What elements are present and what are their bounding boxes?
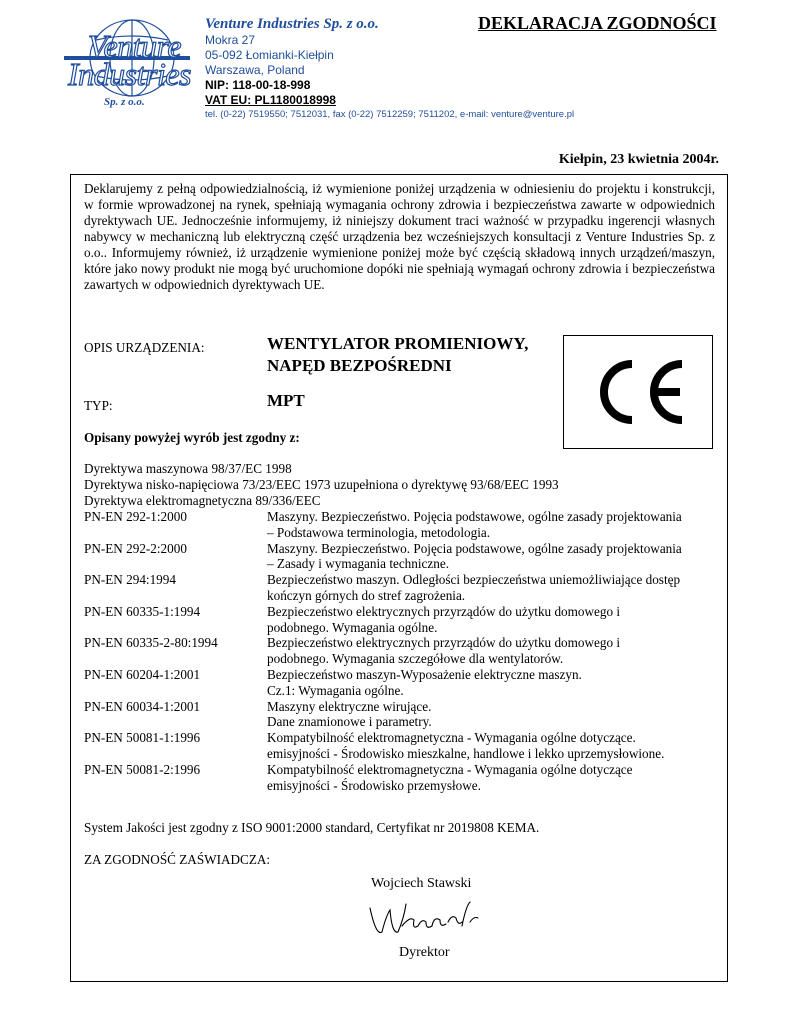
standard-row [84,762,724,794]
company-nip: NIP: 118-00-18-998 [205,78,311,92]
standard-code: PN-EN 60034-1:2001 [84,698,201,714]
product-type-value: MPT [267,391,305,410]
document-title: DEKLARACJA ZGODNOŚCI [478,13,717,33]
logo-subtitle: Sp. z o.o. [104,96,145,108]
standard-description [267,572,722,604]
standards-list [84,509,724,793]
directives-list [84,461,714,508]
company-contact: tel. (0-22) 7519550; 7512031, fax (0-22) 7512259; 7511202, e-mail: venture@venture.pl [205,109,575,120]
standard-description-line: Kompatybilność elektromagnetyczna - Wymagania ogólne dotyczące. [267,730,636,746]
standard-description-line: Bezpieczeństwo elektrycznych przyrządów do użytku domowego i [267,635,621,651]
standard-row [84,667,724,699]
ce-mark-box [563,335,713,449]
standard-description-line: Maszyny. Bezpieczeństwo. Pojęcia podstawowe, ogólne zasady projektowania [267,509,682,524]
standard-description-line: Kompatybilność elektromagnetyczna - Wymagania ogólne dotyczące [267,761,633,777]
standard-description [267,635,722,667]
standard-row [84,730,724,762]
standard-description [267,667,722,699]
directive-item: Dyrektywa maszynowa 98/37/EC 1998 [84,461,292,476]
standard-row [84,572,724,604]
standard-description-line: emisyjności - Środowisko przemysłowe. [267,777,481,793]
standard-description-line: – Podstawowa terminologia, metodologia. [267,524,491,540]
standard-description-line: Bezpieczeństwo maszyn. Odległości bezpieczeństwa uniemożliwiające dostęp [267,572,681,588]
product-name-line1: WENTYLATOR PROMIENIOWY, [267,334,529,353]
logo-word-industries: Industries [68,56,191,92]
directive-item: Dyrektywa elektromagnetyczna 89/336/EEC [84,492,321,508]
standard-code: PN-EN 60335-2-80:1994 [84,635,218,651]
standard-code: PN-EN 292-2:2000 [84,540,187,556]
standard-description [267,699,722,731]
standard-description-line: Bezpieczeństwo maszyn-Wyposażenie elektryczne maszyn. [267,666,582,682]
standard-description [267,509,722,541]
standard-description-line: kończyn górnych do stref zagrożenia. [267,587,466,603]
ce-mark-icon [564,336,712,448]
intro-paragraph: Deklarujemy z pełną odpowiedzialnością, iż wymienione poniżej urządzenia w odniesieniu do projektu i konstrukcji, w formie wprowadzonej na rynek, spełniają wymagania ochrony zdrowia i bezpieczeństwa zawarte w odpowiednich dyrektywach UE. Jednocześnie informujemy, iż niniejszy dokument traci ważność w przypadku ingerencji własnych nabywcy w mechaniczną lub elektryczną część urządzenia bez wcześniejszych konsultacji z Venture Industries Sp. z o.o.. Informujemy również, iż urządzenie wymienione poniżej może być częścią składową innych urządzeń/maszyn, które jako nowy produkt nie mogą być uruchomione dopóki nie spełniają wymagań ochrony zdrowia i bezpieczeństwa zawartych w odpowiednich dyrektywach UE. [84,181,715,292]
directive-item: Dyrektywa nisko-napięciowa 73/23/EEC 1973 uzupełniona o dyrektywę 93/68/EEC 1993 [84,476,559,492]
standard-description [267,730,722,762]
standard-row [84,699,724,731]
standard-description-line: podobnego. Wymagania szczegółowe dla wentylatorów. [267,651,564,667]
standard-description-line: Maszyny elektryczne wirujące. [267,698,432,714]
standard-code: PN-EN 60335-1:1994 [84,603,201,619]
conformity-heading: Opisany powyżej wyrób jest zgodny z: [84,430,300,445]
standard-description-line: emisyjności - Środowisko mieszkalne, handlowe i lekko uprzemysłowione. [267,745,665,761]
standard-description-line: – Zasady i wymagania techniczne. [267,556,449,572]
product-type-label: TYP: [84,398,113,413]
product-name [267,333,557,377]
standard-description [267,541,722,573]
signer-name: Wojciech Stawski [371,876,472,891]
standard-code: PN-EN 292-1:2000 [84,509,187,524]
standard-description-line: Maszyny. Bezpieczeństwo. Pojęcia podstawowe, ogólne zasady projektowania [267,540,682,556]
certification-label: ZA ZGODNOŚĆ ZAŚWIADCZA: [84,852,271,867]
product-name-line2: NAPĘD BEZPOŚREDNI [267,356,452,375]
standard-code: PN-EN 50081-1:1996 [84,730,201,746]
standard-description-line: Dane znamionowe i parametry. [267,714,432,730]
document-date: Kiełpin, 23 kwietnia 2004r. [558,152,719,167]
logo-word-venture: Venture [88,28,182,64]
standard-description [267,762,722,794]
company-city: 05-092 Łomianki-Kiełpin [205,48,334,62]
signature-icon [362,896,492,942]
standard-row [84,541,724,573]
standard-description [267,604,722,636]
standard-description-line: podobnego. Wymagania ogólne. [267,619,438,635]
quality-system-statement: System Jakości jest zgodny z ISO 9001:2000 standard, Certyfikat nr 2019808 KEMA. [84,820,540,835]
standard-code: PN-EN 294:1994 [84,572,176,588]
standard-code: PN-EN 60204-1:2001 [84,666,201,682]
handwritten-signature [362,896,492,942]
company-region: Warszawa, Poland [205,63,305,77]
company-vat: VAT EU: PL1180018998 [205,93,336,107]
standard-row [84,604,724,636]
standard-row [84,635,724,667]
standard-code: PN-EN 50081-2:1996 [84,761,201,777]
company-name: Venture Industries Sp. z o.o. [205,16,379,32]
standard-row [84,509,724,541]
standard-description-line: Bezpieczeństwo elektrycznych przyrządów do użytku domowego i [267,603,621,619]
company-street: Mokra 27 [205,33,256,47]
company-logo [62,14,192,110]
signer-title: Dyrektor [399,945,450,960]
product-description-label: OPIS URZĄDZENIA: [84,340,205,355]
standard-description-line: Cz.1: Wymagania ogólne. [267,682,404,698]
